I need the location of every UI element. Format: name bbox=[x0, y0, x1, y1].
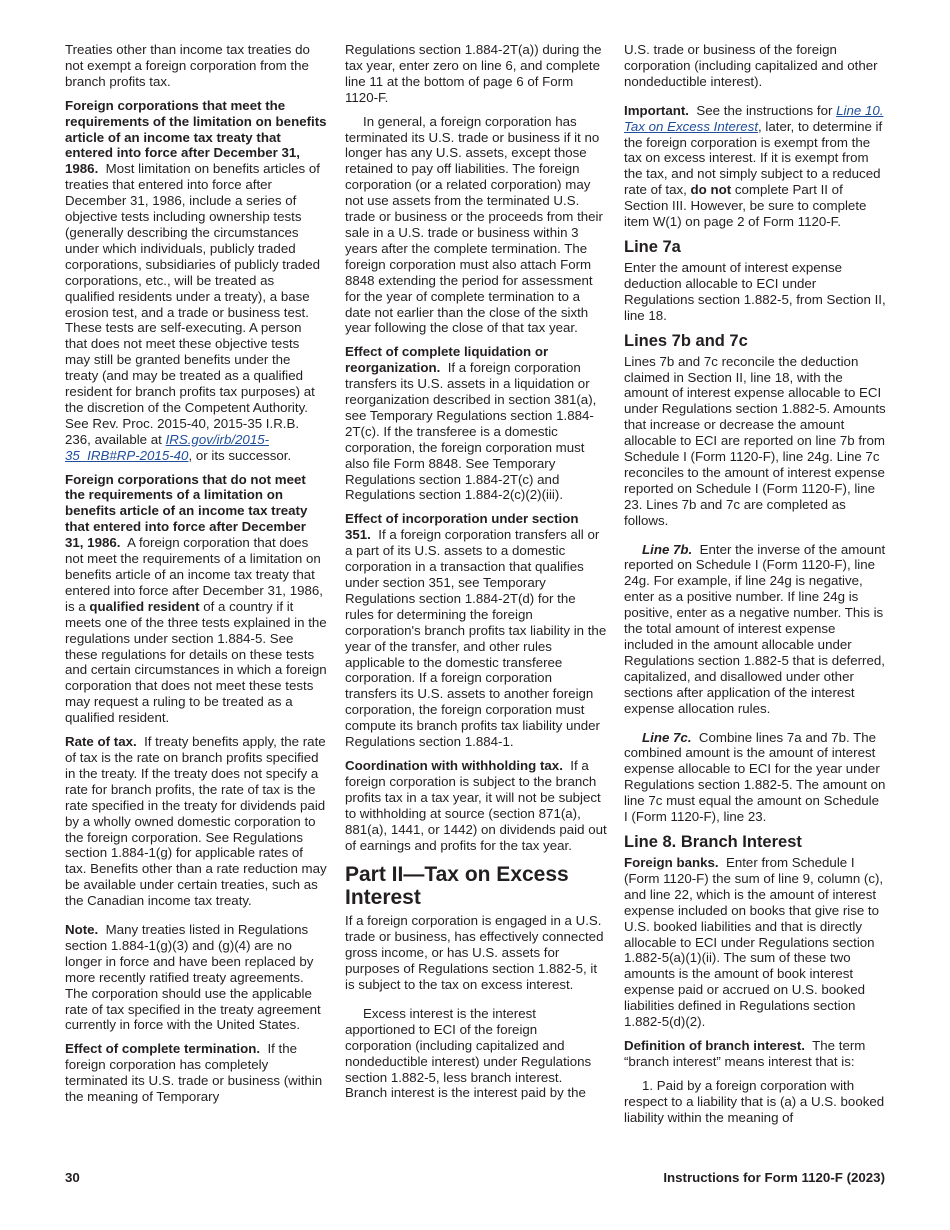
run-in-heading: Rate of tax. bbox=[65, 734, 137, 750]
run-in-heading: Line 7c. bbox=[642, 729, 692, 745]
run-in-heading: Note. bbox=[65, 922, 99, 938]
paragraph-body: complete Part II of Section III. However, be sure to complete item W(1) on page 2 of Form 1120-F. bbox=[624, 182, 867, 230]
paragraph-body: A foreign corporation that does not meet the requirements of a limitation on benefits article of an income tax treaty that entered into force after December 31, 1986, is a bbox=[65, 535, 323, 614]
paragraph-body: Most limitation on benefits articles of treaties that entered into force after December 31, 1986, include a series of objective tests including ownership tests (generally describing the circumstances under which individuals, publicly traded corporations, subsidiaries of publicly traded corporations, etc., will be treated as qualified residents under a treaty), a base erosion test, and a trade or business test. These tests are self-executing. A person that does not meet these objective tests may still be granted benefits under the treaty (and may be treated as a qualified resident for branch profits tax purposes) at the discretion of the Competent Authority. See Rev. Proc. 2015-40, 2015-35 I.R.B. 236, available at bbox=[65, 161, 320, 447]
paragraph-body: If a foreign corporation is subject to the branch profits tax in a tax year, it will not be subject to withholding at source (section 871(a), 881(a), 1441, or 1442) on dividends paid out of earnings and profits for the tax year. bbox=[345, 757, 607, 853]
paragraph: In general, a foreign corporation has terminated its U.S. trade or business if it no longer has any U.S. assets, except those retained to pay off liabilities. The foreign corporation (or a related corporation) may not use assets from the terminated U.S. trade or business or the proceeds from their sale in a U.S. trade or business within 3 years after the complete termination. The foreign corporation must also attach Form 8848 extending the period for assessment for the year of complete termination to a date not earlier than the close of the sixth year following the close of that tax year. bbox=[345, 113, 603, 336]
paragraph-tail: , or its successor. bbox=[188, 447, 292, 463]
paragraph-body: If treaty benefits apply, the rate of tax is the rate on branch profits specified in the treaty. If the treaty does not specify a rate for branch profits, the rate of tax is the rate specified in the treaty for dividends paid by a wholly owned domestic corporation to the foreign corporation. See Regulations section 1.884-1(g) for applicable rates of tax. Benefits other than a rate reduction may be available under certain treaties, such as the Canadian income tax treaty. bbox=[65, 734, 327, 909]
paragraph-withholding bbox=[345, 758, 607, 853]
paragraph-body: , later, to determine if the foreign corporation is exempt from the tax on excess interest. If it is exempt from the tax, and not simply subject to a reduced rate of tax, bbox=[624, 118, 883, 198]
page-number: 30 bbox=[65, 1170, 80, 1185]
paragraph-line-7b bbox=[624, 542, 886, 717]
bold-term: do not bbox=[690, 182, 732, 198]
paragraph-line-7c bbox=[624, 730, 886, 825]
run-in-heading: Foreign corporations that meet the requirements of the limitation on benefits article of an income tax treaty that entered into force after December 31, 1986. bbox=[65, 97, 327, 177]
run-in-heading: Foreign corporations that do not meet the requirements of a limitation on benefits article of an income tax treaty that entered into force after December 31, 1986. bbox=[65, 471, 308, 551]
irs-link[interactable]: IRS.gov/irb/2015-35_IRB#RP-2015-40 bbox=[65, 431, 270, 463]
paragraph-important bbox=[624, 103, 886, 230]
heading-line-8: Line 8. Branch Interest bbox=[624, 832, 802, 851]
paragraph-body: If a foreign corporation transfers its U.S. assets in a liquidation or reorganization described in section 381(a), see Temporary Regulations section 1.884-2T(c). If the transferee is a domestic corporation, the foreign corporation must also file Form 8848. See Temporary Regulations section 1.884-2T(c) and Regulations section 1.884-2(c)(2)(iii). bbox=[345, 360, 597, 503]
run-in-heading: Effect of complete termination. bbox=[65, 1041, 261, 1057]
paragraph-body: Combine lines 7a and 7b. The combined amount is the amount of interest expense allocable to ECI for the year under Regulations section 1.882-5. The amount on line 7c must equal the amount on Schedule I (Form 1120-F), line 23. bbox=[624, 729, 886, 825]
paragraph: Lines 7b and 7c reconcile the deduction claimed in Section II, line 18, with the amount of interest expense allocable to ECI under Regulations section 1.882-5. Amounts that increase or decrease the amount allocable to ECI are reported on line 7b from Schedule I (Form 1120-F), line 24g. Line 7c reconciles to the amount of interest expense reported on Schedule I (Form 1120-F), line 23. Lines 7b and 7c are completed as follows. bbox=[624, 353, 886, 528]
run-in-heading: Important. bbox=[624, 102, 690, 118]
column-right bbox=[624, 42, 886, 1133]
column-middle bbox=[345, 42, 607, 1109]
line-10-link[interactable]: Line 10. Tax on Excess Interest bbox=[624, 102, 884, 134]
paragraph-definition bbox=[624, 1038, 886, 1070]
paragraph-body: of a country if it meets one of the three tests explained in the regulations under section 1.884-5. See these regulations for details on these tests and certain circumstances in which a foreign corporation that does not meet these tests may request a ruling to be treated as a qualified resident. bbox=[65, 598, 327, 726]
list-item: 1. Paid by a foreign corporation with respect to a liability that is (a) a U.S. booked liability within the meaning of bbox=[624, 1077, 885, 1125]
paragraph-body: If a foreign corporation transfers all or a part of its U.S. assets to a domestic corporation in a transaction that qualifies under section 351, see Temporary Regulations section 1.884-2T(d) for the rules for determining the foreign corporation's branch profits tax liability in the year of the transfer, and other rules applicable to the domestic transferee corporation. If a foreign corporation transfers its U.S. assets to another foreign corporation, the foreign corporation must compute its branch profits tax liability under Regulations section 1.884-1. bbox=[345, 527, 607, 750]
paragraph: Treaties other than income tax treaties do not exempt a foreign corporation from the branch profits tax. bbox=[65, 42, 310, 89]
run-in-heading: Line 7b. bbox=[642, 541, 693, 557]
paragraph-rate-of-tax bbox=[65, 734, 327, 909]
section-heading-part-ii: Part II—Tax on Excess Interest bbox=[345, 863, 569, 910]
paragraph: Excess interest is the interest apportioned to ECI of the foreign corporation (including capitalized and nondeductible interest) under Regulations section 1.882-5, less branch interest. Branch interest is the interest paid by the bbox=[345, 1005, 592, 1101]
run-in-heading: Definition of branch interest. bbox=[624, 1037, 805, 1053]
paragraph-liquidation bbox=[345, 344, 607, 503]
paragraph-complete-termination bbox=[65, 1041, 327, 1105]
paragraph-incorporation bbox=[345, 511, 607, 750]
paragraph: U.S. trade or business of the foreign corporation (including capitalized and other nondeductible interest). bbox=[624, 42, 878, 89]
paragraph: Enter the amount of interest expense deduction allocable to ECI under Regulations section 1.882-5, from Section II, line 18. bbox=[624, 259, 886, 323]
paragraph: Regulations section 1.884-2T(a)) during the tax year, enter zero on line 6, and complete line 11 at the bottom of page 6 of Form 1120-F. bbox=[345, 42, 602, 105]
paragraph-body: Enter the inverse of the amount reported on Schedule I (Form 1120-F), line 24g. For example, if line 24g is negative, enter as a positive number. If line 24g is positive, enter as a negative number. This is the total amount of interest expense included in the amount allocable under Regulations section 1.882-5 that is deferred, capitalized, and disallowed under other sections after application of the interest expense allocation rules. bbox=[624, 541, 886, 716]
run-in-heading: Effect of complete liquidation or reorganization. bbox=[345, 344, 549, 376]
heading-lines-7b-7c: Lines 7b and 7c bbox=[624, 331, 748, 350]
run-in-heading: Coordination with withholding tax. bbox=[345, 757, 563, 773]
run-in-heading: Effect of incorporation under section 351. bbox=[345, 511, 579, 543]
form-title-footer: Instructions for Form 1120-F (2023) bbox=[663, 1170, 885, 1185]
paragraph-body: Many treaties listed in Regulations section 1.884-1(g)(3) and (g)(4) are no longer in force and have been replaced by more recently ratified treaty agreements. The corporation should use the applicable rate of tax specified in the treaty agreement currently in force with the United States. bbox=[65, 922, 321, 1033]
paragraph-body: The term “branch interest” means interest that is: bbox=[624, 1037, 866, 1069]
paragraph-note bbox=[65, 922, 327, 1033]
paragraph-foreign-banks bbox=[624, 855, 886, 1030]
column-left bbox=[65, 42, 327, 1113]
paragraph: If a foreign corporation is engaged in a U.S. trade or business, has effectively connected gross income, or has U.S. assets for purposes of Regulations section 1.882-5, it is subject to the tax on excess interest. bbox=[345, 913, 604, 993]
run-in-heading: Foreign banks. bbox=[624, 854, 719, 870]
paragraph-body: See the instructions for bbox=[696, 102, 833, 118]
paragraph-treaty-lob-met bbox=[65, 98, 327, 464]
paragraph-treaty-lob-not-met bbox=[65, 472, 327, 727]
paragraph-body: If the foreign corporation has completely terminated its U.S. trade or business (within the meaning of Temporary bbox=[65, 1041, 323, 1105]
heading-line-7a: Line 7a bbox=[624, 237, 681, 256]
paragraph-body: Enter from Schedule I (Form 1120-F) the sum of line 9, column (c), and line 22, which is the amount of interest expense included on books that give rise to U.S. booked liabilities and that is directly allocable to ECI under Regulations section 1.882-5(a)(1)(ii). The sum of these two amounts is the amount of book interest expense paid or accrued on U.S. booked liabilities defined in Regulations section 1.882-5(d)(2). bbox=[624, 854, 884, 1030]
bold-term: qualified resident bbox=[89, 598, 200, 614]
